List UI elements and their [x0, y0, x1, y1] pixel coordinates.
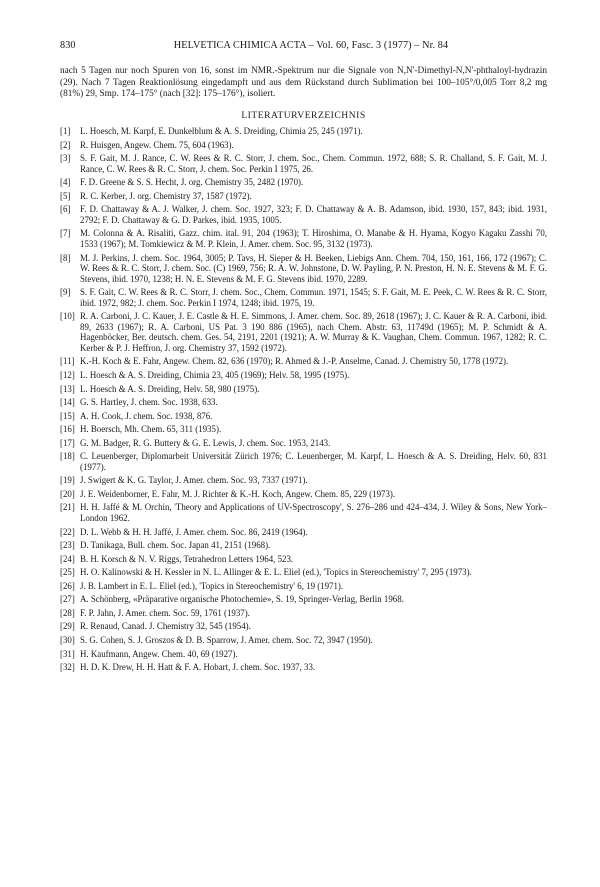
reference-number: [7]: [60, 228, 71, 239]
reference-text: A. Schönberg, «Präparative organische Photochemie», S. 19, Springer-Verlag, Berlin 1968.: [80, 594, 404, 605]
reference-item: [60, 356, 547, 367]
reference-item: [60, 287, 547, 308]
reference-number: [6]: [60, 204, 71, 215]
reference-text: J. Swigert & K. G. Taylor, J. Amer. chem. Soc. 93, 7337 (1971).: [80, 475, 308, 486]
reference-text: R. Huisgen, Angew. Chem. 75, 604 (1963).: [80, 139, 234, 150]
reference-text: B. H. Korsch & N. V. Riggs, Tetrahedron Letters 1964, 523.: [80, 553, 294, 564]
reference-item: [60, 424, 547, 435]
reference-number: [15]: [60, 410, 75, 421]
reference-item: [60, 475, 547, 486]
page-header: [60, 40, 547, 54]
reference-item: [60, 384, 547, 395]
reference-text: C. Leuenberger, Diplomarbeit Universität Zürich 1976; C. Leuenberger, M. Karpf, L. Hoesch & A. S. Dreiding, Helv. 60, 831 (1977).: [80, 451, 547, 472]
reference-text: L. Hoesch & A. S. Dreiding, Chimia 23, 405 (1969); Helv. 58, 1995 (1975).: [80, 370, 350, 381]
reference-text: D. Tanikaga, Bull. chem. Soc. Japan 41, 2151 (1968).: [80, 540, 271, 551]
reference-item: [60, 489, 547, 500]
reference-item: [60, 451, 547, 472]
reference-text: F. D. Greene & S. S. Hecht, J. org. Chemistry 35, 2482 (1970).: [80, 177, 304, 188]
reference-text: A. H. Cook, J. chem. Soc. 1938, 876.: [80, 410, 213, 421]
running-title: HELVETICA CHIMICA ACTA – Vol. 60, Fasc. 3 (1977) – Nr. 84: [173, 40, 449, 51]
reference-text: H. H. Jaffé & M. Orchin, 'Theory and Applications of UV-Spectroscopy', S. 276–286 und 424–434, J. Wiley & Sons, New York–London 1962.: [80, 502, 547, 524]
reference-item: [60, 397, 547, 408]
reference-number: [4]: [60, 177, 71, 188]
reference-number: [21]: [60, 502, 75, 513]
reference-text: M. J. Perkins, J. chem. Soc. 1964, 3005; P. Tavs, H. Sieper & H. Beeken, Liebigs Ann. Chem. 704, 150, 161, 166, 172 (1967); C. W. Rees & R. C. Storr, J. chem. Soc. (C) 1969, 756; R. A. W. Johnstone, D. W. Payling, P. N. Preston, H. N. E. Stevens & M. F. G. Stevens, ibid. 1970, 1238; H. N. E. Stevens & M. F. G. Stevens ibid. 1970, 2289.: [80, 252, 547, 284]
reference-item: [60, 438, 547, 449]
reference-item: [60, 140, 547, 151]
reference-number: [30]: [60, 634, 75, 645]
reference-item: [60, 649, 547, 660]
reference-number: [26]: [60, 580, 75, 591]
reference-item: [60, 177, 547, 188]
reference-item: [60, 608, 547, 619]
reference-item: [60, 662, 547, 673]
reference-text: J. E. Weidenborner, E. Fahr, M. J. Richter & K.-H. Koch, Angew. Chem. 85, 229 (1973).: [80, 488, 396, 499]
reference-number: [23]: [60, 540, 75, 551]
reference-number: [27]: [60, 594, 75, 605]
page-number: 830: [60, 40, 76, 51]
reference-text: G. M. Badger, R. G. Buttery & G. E. Lewis, J. chem. Soc. 1953, 2143.: [80, 437, 331, 448]
reference-number: [11]: [60, 356, 75, 367]
reference-item: [60, 370, 547, 381]
reference-list: [60, 126, 547, 673]
reference-number: [17]: [60, 437, 75, 448]
reference-item: [60, 311, 547, 353]
reference-text: G. S. Hartley, J. chem. Soc. 1938, 633.: [80, 397, 218, 408]
reference-number: [20]: [60, 488, 75, 499]
reference-item: [60, 126, 547, 137]
reference-number: [3]: [60, 153, 71, 164]
reference-text: K.-H. Koch & E. Fahr, Angew. Chem. 82, 636 (1970); R. Ahmed & J.-P. Anselme, Canad. J. Chemistry 50, 1778 (1972).: [80, 356, 509, 367]
reference-number: [29]: [60, 621, 75, 632]
reference-item: [60, 228, 547, 249]
reference-text: R. Renaud, Canad. J. Chemistry 32, 545 (1954).: [80, 621, 251, 632]
reference-number: [32]: [60, 662, 75, 673]
reference-item: [60, 567, 547, 578]
reference-item: [60, 204, 547, 225]
reference-text: L. Hoesch, M. Karpf, E. Dunkelblum & A. S. Dreiding, Chimia 25, 245 (1971).: [80, 126, 363, 137]
reference-item: [60, 253, 547, 285]
reference-number: [16]: [60, 424, 75, 435]
reference-text: D. L. Webb & H. H. Jaffé, J. Amer. chem. Soc. 86, 2419 (1964).: [80, 526, 308, 537]
reference-text: L. Hoesch & A. S. Dreiding, Helv. 58, 980 (1975).: [80, 383, 260, 394]
reference-number: [1]: [60, 126, 71, 137]
reference-number: [2]: [60, 139, 71, 150]
reference-item: [60, 581, 547, 592]
reference-number: [19]: [60, 475, 75, 486]
reference-item: [60, 635, 547, 646]
reference-number: [28]: [60, 607, 75, 618]
reference-item: [60, 540, 547, 551]
reference-number: [9]: [60, 287, 71, 298]
reference-number: [8]: [60, 252, 71, 263]
reference-number: [22]: [60, 526, 75, 537]
experimental-paragraph: nach 5 Tagen nur noch Spuren von 16, sonst im NMR.-Spektrum nur die Signale von N,N'-Dimethyl-N,N'-phthaloyl-hydrazin (29). Nach 7 Tagen Reaktionlösung eingedampft und aus dem Rückstand durch Sublimation bei 100–105°/0,005 Torr 8,2 mg (81%) 29, Smp. 174–175° (nach [32]: 175–176°), isoliert.: [60, 66, 547, 100]
reference-text: J. B. Lambert in E. L. Eliel (ed.), 'Topics in Stereochemistry' 6, 19 (1971).: [80, 580, 344, 591]
reference-number: [14]: [60, 397, 75, 408]
reference-number: [18]: [60, 451, 75, 462]
reference-item: [60, 153, 547, 174]
reference-number: [13]: [60, 383, 75, 394]
reference-item: [60, 554, 547, 565]
reference-number: [24]: [60, 553, 75, 564]
journal-page: [60, 40, 547, 676]
reference-number: [31]: [60, 648, 75, 659]
reference-text: R. A. Carboni, J. C. Kauer, J. E. Castle & H. E. Simmons, J. Amer. chem. Soc. 89, 2618 (1967); J. C. Kauer & R. A. Carboni, ibid. 89, 2633 (1967); R. A. Carboni, US Pat. 3 190 886 (1965), nach Chem. Abstr. 63, 11749d (1965); M. P. Schmidt & A. Hagenböcker, Ber. deutsch. chem. Ges. 54, 2191, 2201 (1921); A. W. Murray & K. Vaughan, Chem. Commun. 1967, 1282; R. C. Kerber & P. J. Heffron, J. org. Chemistry 37, 1592 (1972).: [80, 311, 547, 353]
references-heading: LITERATURVERZEICHNIS: [241, 110, 366, 122]
reference-item: [60, 411, 547, 422]
reference-number: [5]: [60, 190, 71, 201]
reference-number: [10]: [60, 311, 75, 322]
reference-text: S. F. Gait, C. W. Rees & R. C. Storr, J. chem. Soc., Chem. Commun. 1971, 1545; S. F. Gait, M. E. Peek, C. W. Rees & R. C. Storr, ibid. 1972, 982; J. chem. Soc. Perkin I 1974, 1248; ibid. 1975, 19.: [80, 287, 547, 308]
reference-number: [12]: [60, 370, 75, 381]
reference-item: [60, 527, 547, 538]
reference-text: F. P. Jahn, J. Amer. chem. Soc. 59, 1761 (1937).: [80, 607, 250, 618]
reference-item: [60, 191, 547, 202]
reference-item: [60, 594, 547, 605]
reference-text: S. F. Gait, M. J. Rance, C. W. Rees & R. C. Storr, J. chem. Soc., Chem. Commun. 1972, 688; S. R. Challand, S. F. Gait, M. J. Rance, C. W. Rees & R. C. Storr, J. chem. Soc. Perkin I 1975, 26.: [80, 153, 547, 174]
reference-text: M. Colonna & A. Risaliti, Gazz. chim. ital. 91, 204 (1963); T. Hiroshima, O. Manabe & H. Hyama, Kogyo Kagaku Zasshi 70, 1533 (1967); M. Tomkiewicz & M. P. Klein, J. Amer. chem. Soc. 95, 3132 (1973).: [80, 228, 547, 249]
reference-text: H. D. K. Drew, H. H. Hatt & F. A. Hobart, J. chem. Soc. 1937, 33.: [80, 662, 316, 673]
reference-text: R. C. Kerber, J. org. Chemistry 37, 1587 (1972).: [80, 190, 252, 201]
reference-text: F. D. Chattaway & A. J. Walker, J. chem. Soc. 1927, 323; F. D. Chattaway & A. B. Adamson, ibid. 1930, 157, 843; ibid. 1931, 2792; F. D. Chattaway & G. D. Parkes, ibid. 1935, 1005.: [80, 204, 547, 225]
reference-text: H. Boersch, Mh. Chem. 65, 311 (1935).: [80, 424, 222, 435]
reference-text: H. O. Kalinowski & H. Kessler in N. L. Allinger & E. L. Eliel (ed.), 'Topics in Stereochemistry' 7, 295 (1973).: [80, 567, 472, 578]
reference-number: [25]: [60, 567, 75, 578]
reference-item: [60, 502, 547, 523]
reference-text: S. G. Cohen, S. J. Groszos & D. B. Sparrow, J. Amer. chem. Soc. 72, 3947 (1950).: [80, 634, 373, 645]
reference-item: [60, 621, 547, 632]
reference-text: H. Kaufmann, Angew. Chem. 40, 69 (1927).: [80, 648, 238, 659]
